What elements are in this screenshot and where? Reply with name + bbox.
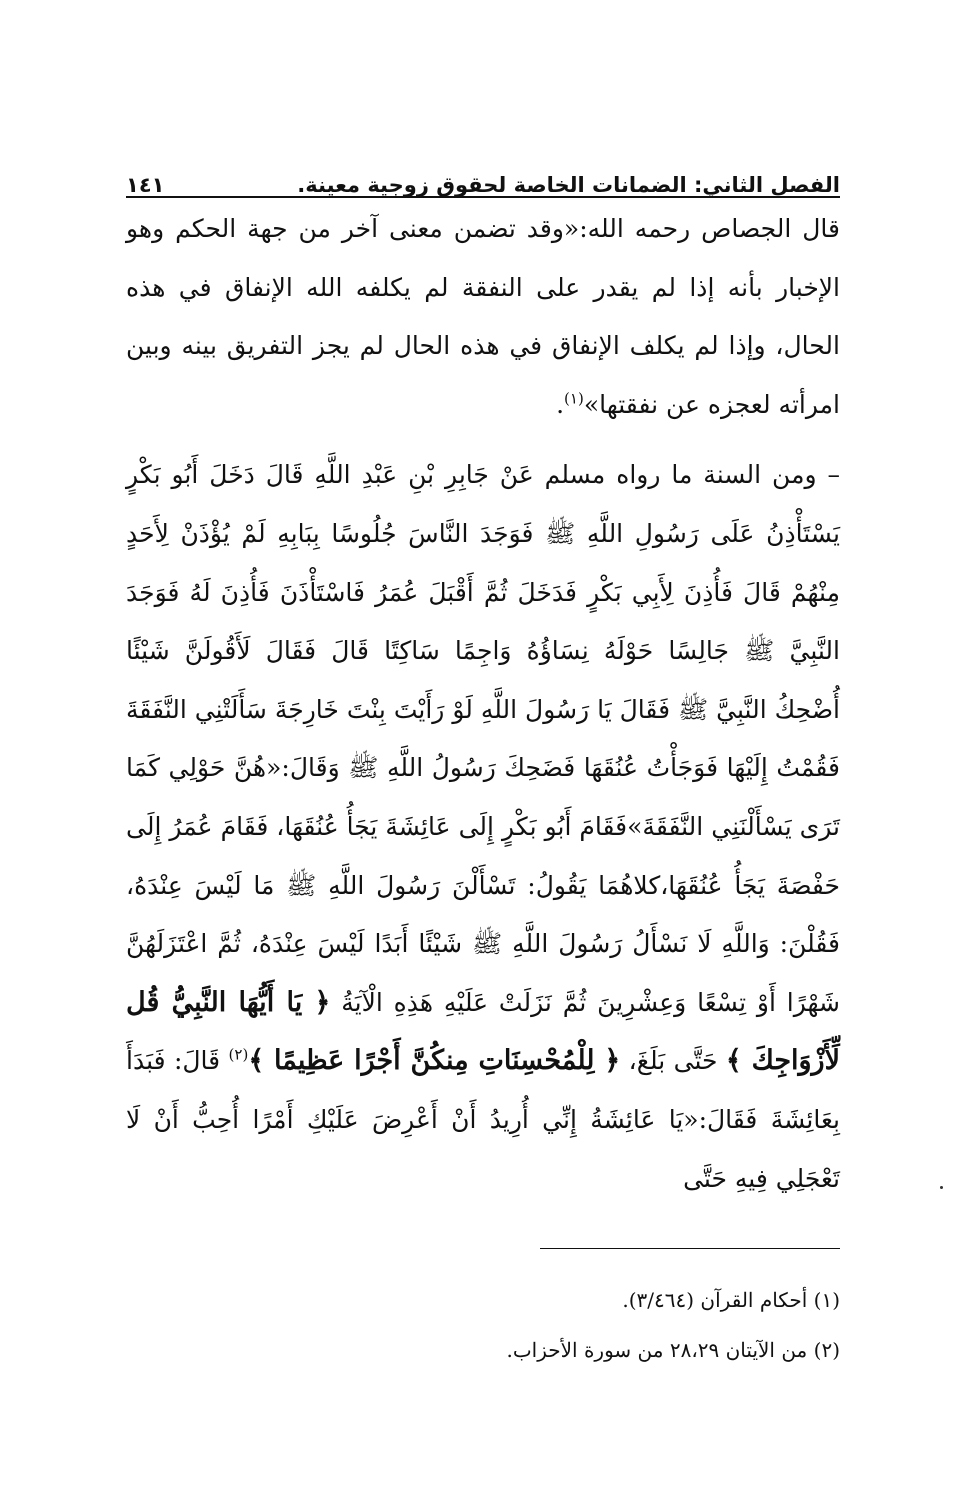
stray-mark (940, 1186, 943, 1189)
hadith-continuation: حَتَّى بَلَغَ، (628, 1046, 718, 1076)
paragraph-hadith (126, 446, 840, 1208)
quran-verse-2: ﴿ لِلْمُحْسِنَاتِ مِنكُنَّ أَجْرًا عَظِيمًا ﴾ (248, 1045, 621, 1077)
page-number: ١٤١ (126, 173, 165, 197)
footnote-divider (540, 1248, 840, 1249)
main-text (126, 200, 840, 1193)
paragraph-jassas-quote (126, 200, 840, 434)
paragraph-end: . (556, 389, 565, 419)
quran-verse-1: ﴿ يَا أَيُّهَا النَّبِيُّ قُل لِّأَزْوَاجِكَ ﴾ (126, 986, 840, 1077)
footnote-2: (٢) من الآيتان ٢٨،٢٩ من سورة الأحزاب. (506, 1338, 840, 1362)
footnote-1: (١) أحكام القرآن (٣/٤٦٤). (622, 1288, 840, 1312)
header-divider (126, 196, 840, 198)
chapter-title: الفصل الثاني: الضمانات الخاصة لحقوق زوجية معينة. (297, 173, 840, 197)
jassas-quote-text: قال الجصاص رحمه الله:«وقد تضمن معنى آخر من جهة الحكم وهو الإخبار بأنه إذا لم يقدر على النفقة لم يكلفه الله الإنفاق في هذه الحال، وإذا لم يكلف الإنفاق في هذه الحال لم يجز التفريق بينه وبين امرأته لعجزه عن نفقتها» (126, 214, 840, 419)
hadith-text: – ومن السنة ما رواه مسلم عَنْ جَابِرِ بْنِ عَبْدِ اللَّهِ قَالَ دَخَلَ أَبُو بَكْرٍ يَسْتَأْذِنُ عَلَى رَسُولِ اللَّهِ ﷺ فَوَجَدَ النَّاسَ جُلُوسًا بِبَابِهِ لَمْ يُؤْذَنْ لِأَحَدٍ مِنْهُمْ قَالَ فَأُذِنَ لِأَبِي بَكْرٍ فَدَخَلَ ثُمَّ أَقْبَلَ عُمَرُ فَاسْتَأْذَنَ فَأُذِنَ لَهُ فَوَجَدَ النَّبِيَّ ﷺ جَالِسًا حَوْلَهُ نِسَاؤُهُ وَاجِمًا سَاكِتًا قَالَ فَقَالَ لَأَقُولَنَّ شَيْئًا أُضْحِكُ النَّبِيَّ ﷺ فَقَالَ يَا رَسُولَ اللَّهِ لَوْ رَأَيْتَ بِنْتَ خَارِجَةَ سَأَلَتْنِي النَّفَقَةَ فَقُمْتُ إِلَيْهَا فَوَجَأْتُ عُنُقَهَا فَضَحِكَ رَسُولُ اللَّهِ ﷺ وَقَالَ:«هُنَّ حَوْلِي كَمَا تَرَى يَسْأَلْنَنِي النَّفَقَةَ»فَقَامَ أَبُو بَكْرٍ إِلَى عَائِشَةَ يَجَأُ عُنُقَهَا، فَقَامَ عُمَرُ إِلَى حَفْصَةَ يَجَأُ عُنُقَهَا،كلاهُمَا يَقُولُ: تَسْأَلْنَ رَسُولَ اللَّهِ ﷺ مَا لَيْسَ عِنْدَهُ، فَقُلْنَ: وَاللَّهِ لَا نَسْأَلُ رَسُولَ اللَّهِ ﷺ شَيْئًا أَبَدًا لَيْسَ عِنْدَهُ، ثُمَّ اعْتَزَلَهُنَّ شَهْرًا أَوْ تِسْعًا وَعِشْرِينَ ثُمَّ نَزَلَتْ عَلَيْهِ هَذِهِ الْآيَةُ (126, 460, 840, 1017)
footnotes (126, 1275, 840, 1375)
hadith-ending: قَالَ: فَبَدَأَ بِعَائِشَةَ فَقَالَ:«يَا عَائِشَةُ إِنِّي أُرِيدُ أَنْ أَعْرِضَ عَلَيْكِ أَمْرًا أُحِبُّ أَنْ لَا تَعْجَلِي فِيهِ حَتَّى (126, 1046, 840, 1193)
footnote-ref-2: (٢) (228, 1045, 249, 1064)
running-header (126, 157, 840, 197)
footnote-ref-1: (١) (564, 389, 584, 408)
